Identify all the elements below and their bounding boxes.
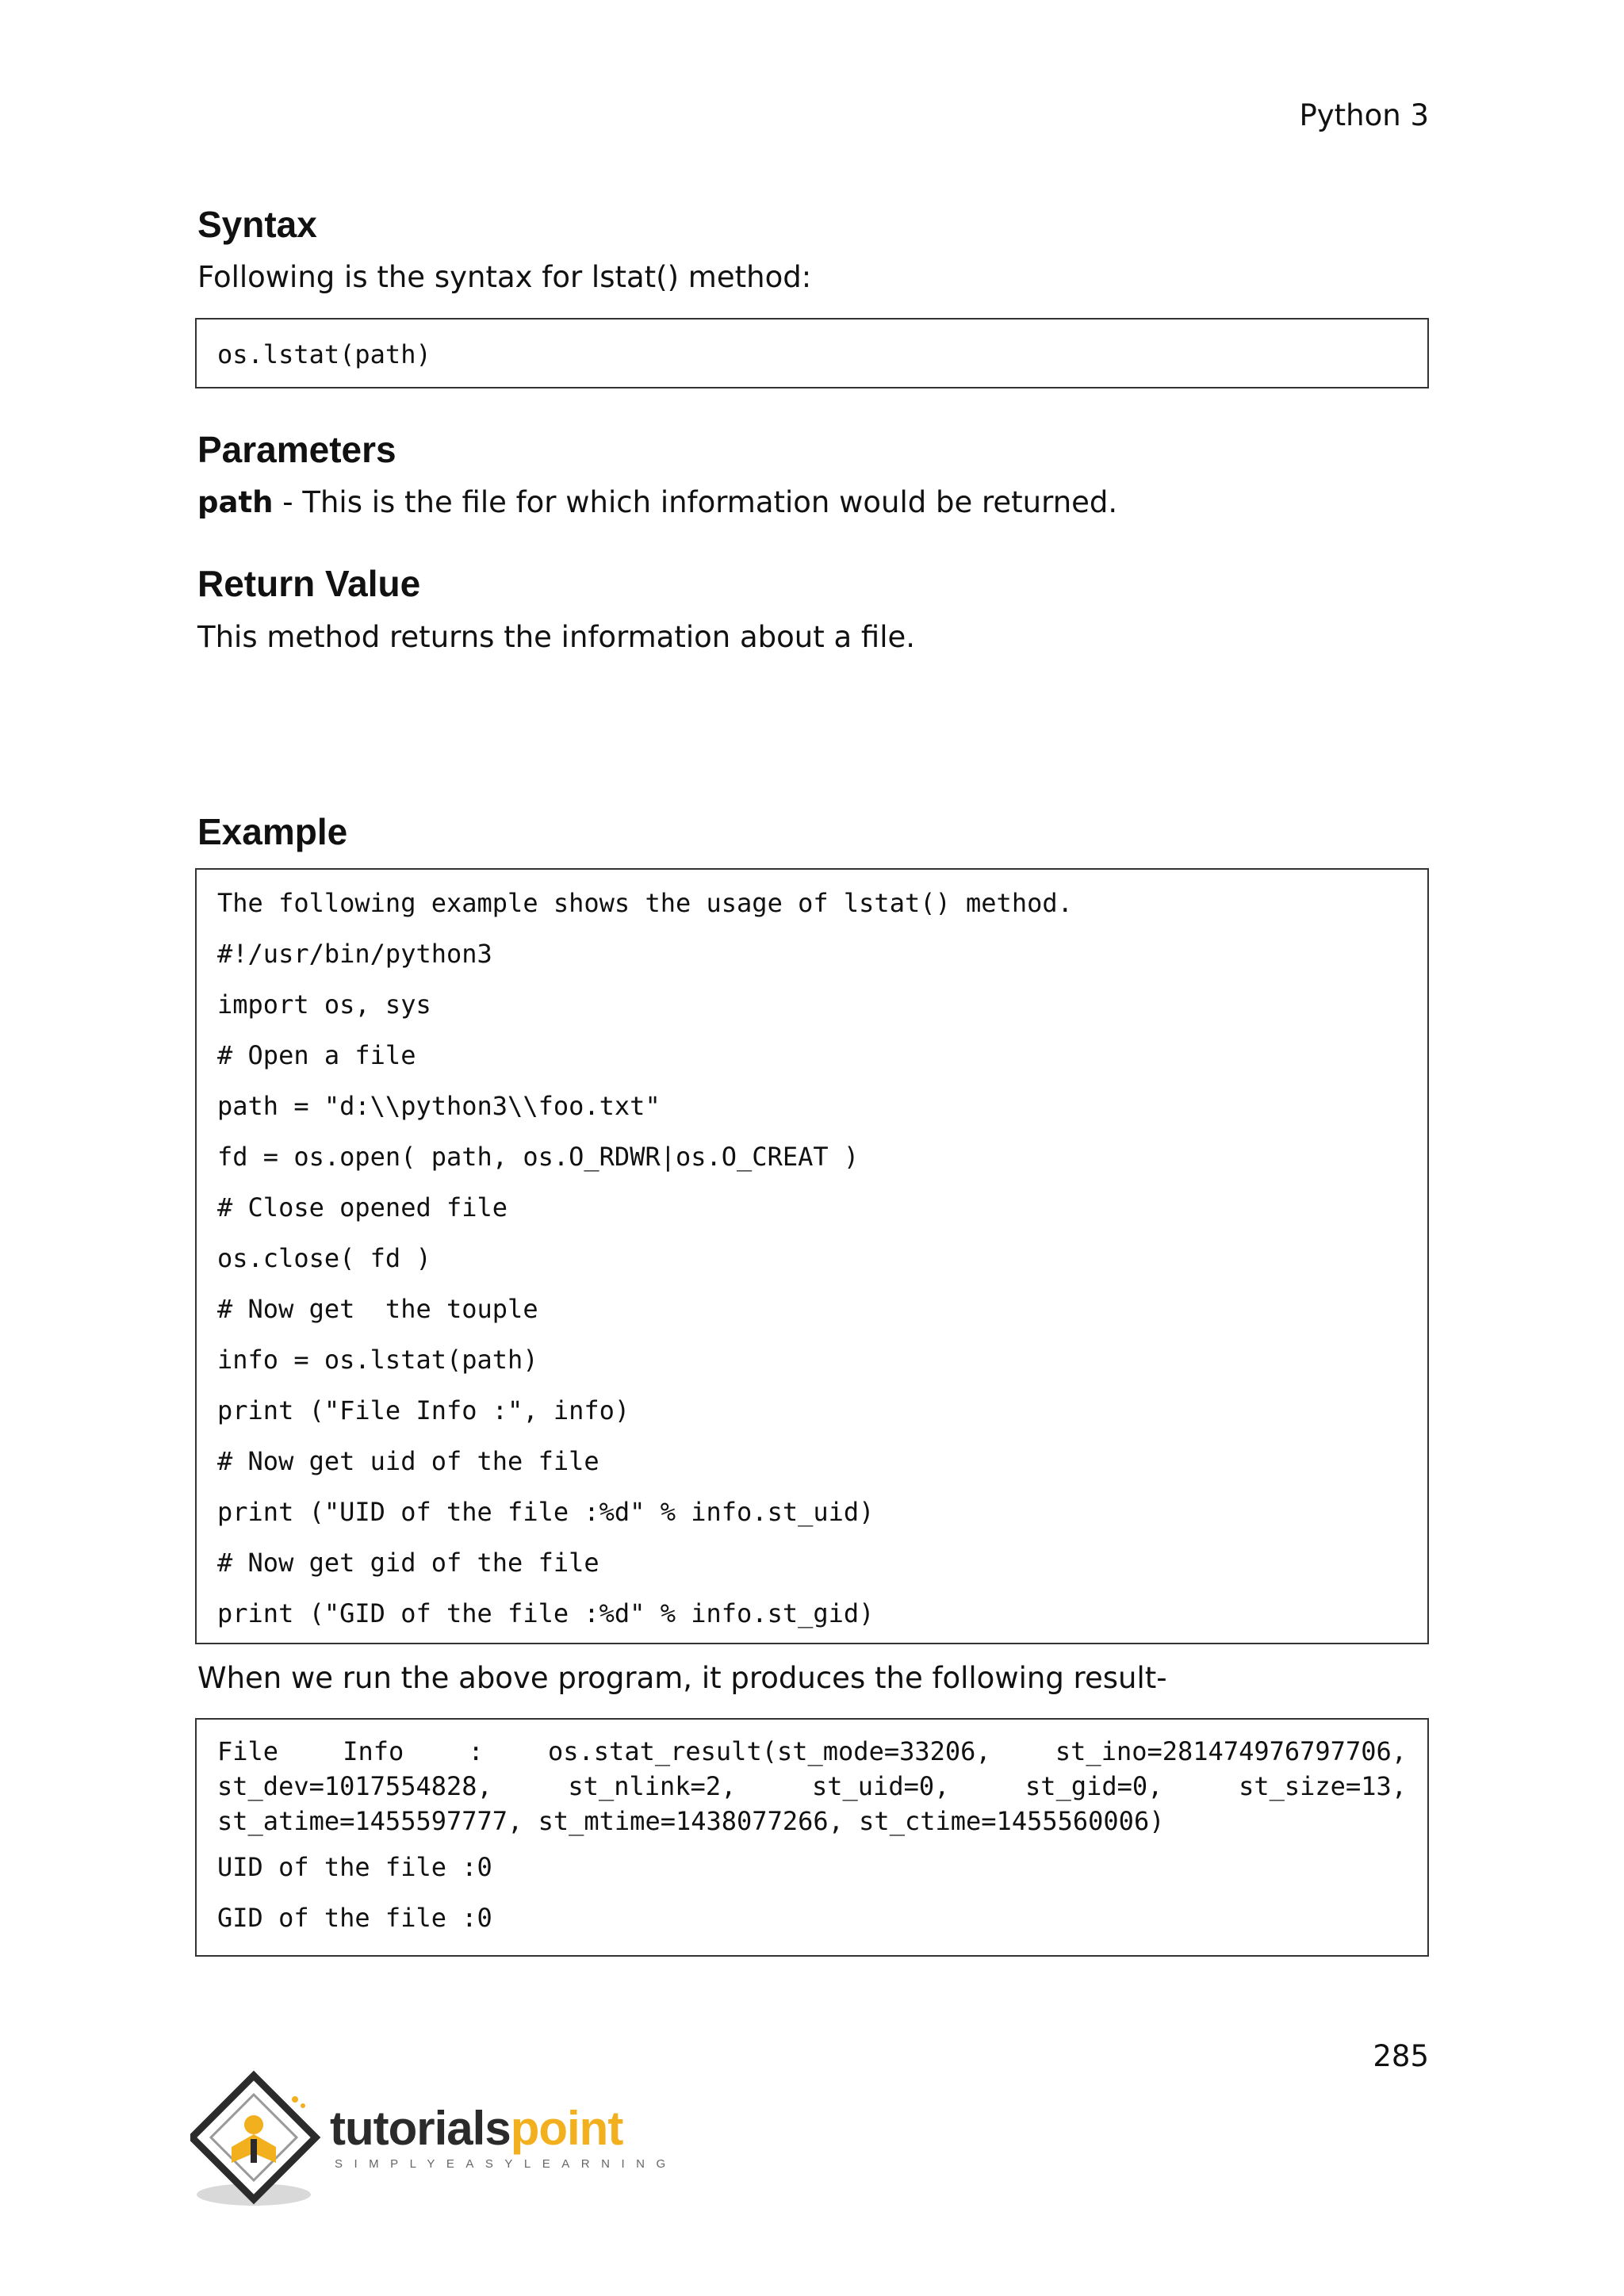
- code-line: os.close( fd ): [217, 1243, 431, 1273]
- header-book-title: Python 3: [1299, 98, 1429, 132]
- code-line: path = "d:\\python3\\foo.txt": [217, 1091, 661, 1121]
- logo-wordmark: tutorialspoint: [330, 2102, 623, 2155]
- code-line: print ("GID of the file :%d" % info.st_gid): [217, 1598, 875, 1628]
- code-line: # Open a file: [217, 1040, 416, 1070]
- result-intro: When we run the above program, it produces the following result-: [197, 1661, 1167, 1695]
- code-line: # Close opened file: [217, 1192, 508, 1223]
- syntax-heading: Syntax: [197, 204, 317, 245]
- syntax-intro: Following is the syntax for lstat() method:: [197, 260, 812, 294]
- code-line: #!/usr/bin/python3: [217, 939, 492, 969]
- logo-tagline: SIMPLYEASYLEARNING: [335, 2157, 677, 2171]
- tutorialspoint-logo: [190, 2068, 677, 2210]
- code-line: print ("UID of the file :%d" % info.st_uid): [217, 1497, 875, 1527]
- parameter-item: [197, 484, 1117, 522]
- return-value-heading: Return Value: [197, 563, 421, 604]
- code-line: print ("File Info :", info): [217, 1395, 630, 1425]
- code-line: info = os.lstat(path): [217, 1345, 538, 1375]
- code-line: # Now get uid of the file: [217, 1446, 599, 1476]
- parameter-description: - This is the file for which information would be returned.: [273, 485, 1118, 519]
- return-value-text: This method returns the information about a file.: [197, 620, 916, 654]
- result-line: UID of the file :0: [217, 1852, 492, 1882]
- page-number: 285: [1373, 2039, 1429, 2073]
- code-line: fd = os.open( path, os.O_RDWR|os.O_CREAT ): [217, 1142, 860, 1172]
- parameters-heading: Parameters: [197, 429, 396, 470]
- parameter-name: path: [197, 485, 274, 519]
- result-line: GID of the file :0: [217, 1903, 492, 1933]
- result-output-box: [195, 1718, 1429, 1957]
- code-line: import os, sys: [217, 989, 431, 1020]
- example-heading: Example: [197, 811, 348, 852]
- code-line: The following example shows the usage of lstat() method.: [217, 888, 1073, 918]
- code-line: # Now get the touple: [217, 1294, 538, 1324]
- result-stat-output: File Info : os.stat_result(st_mode=33206, st_ino=281474976797706, st_dev=1017554828, st_nlink=2, st_uid=0, st_gid=0, st_size=13, st_atime=1455597777, st_mtime=1438077266, st_ctime=1455560006): [217, 1736, 1407, 1836]
- code-line: # Now get gid of the file: [217, 1548, 599, 1578]
- syntax-code-box: [195, 318, 1429, 388]
- example-code-box: [195, 868, 1429, 1644]
- syntax-code-line: os.lstat(path): [217, 339, 431, 369]
- logo-diamond-icon: [190, 2068, 325, 2210]
